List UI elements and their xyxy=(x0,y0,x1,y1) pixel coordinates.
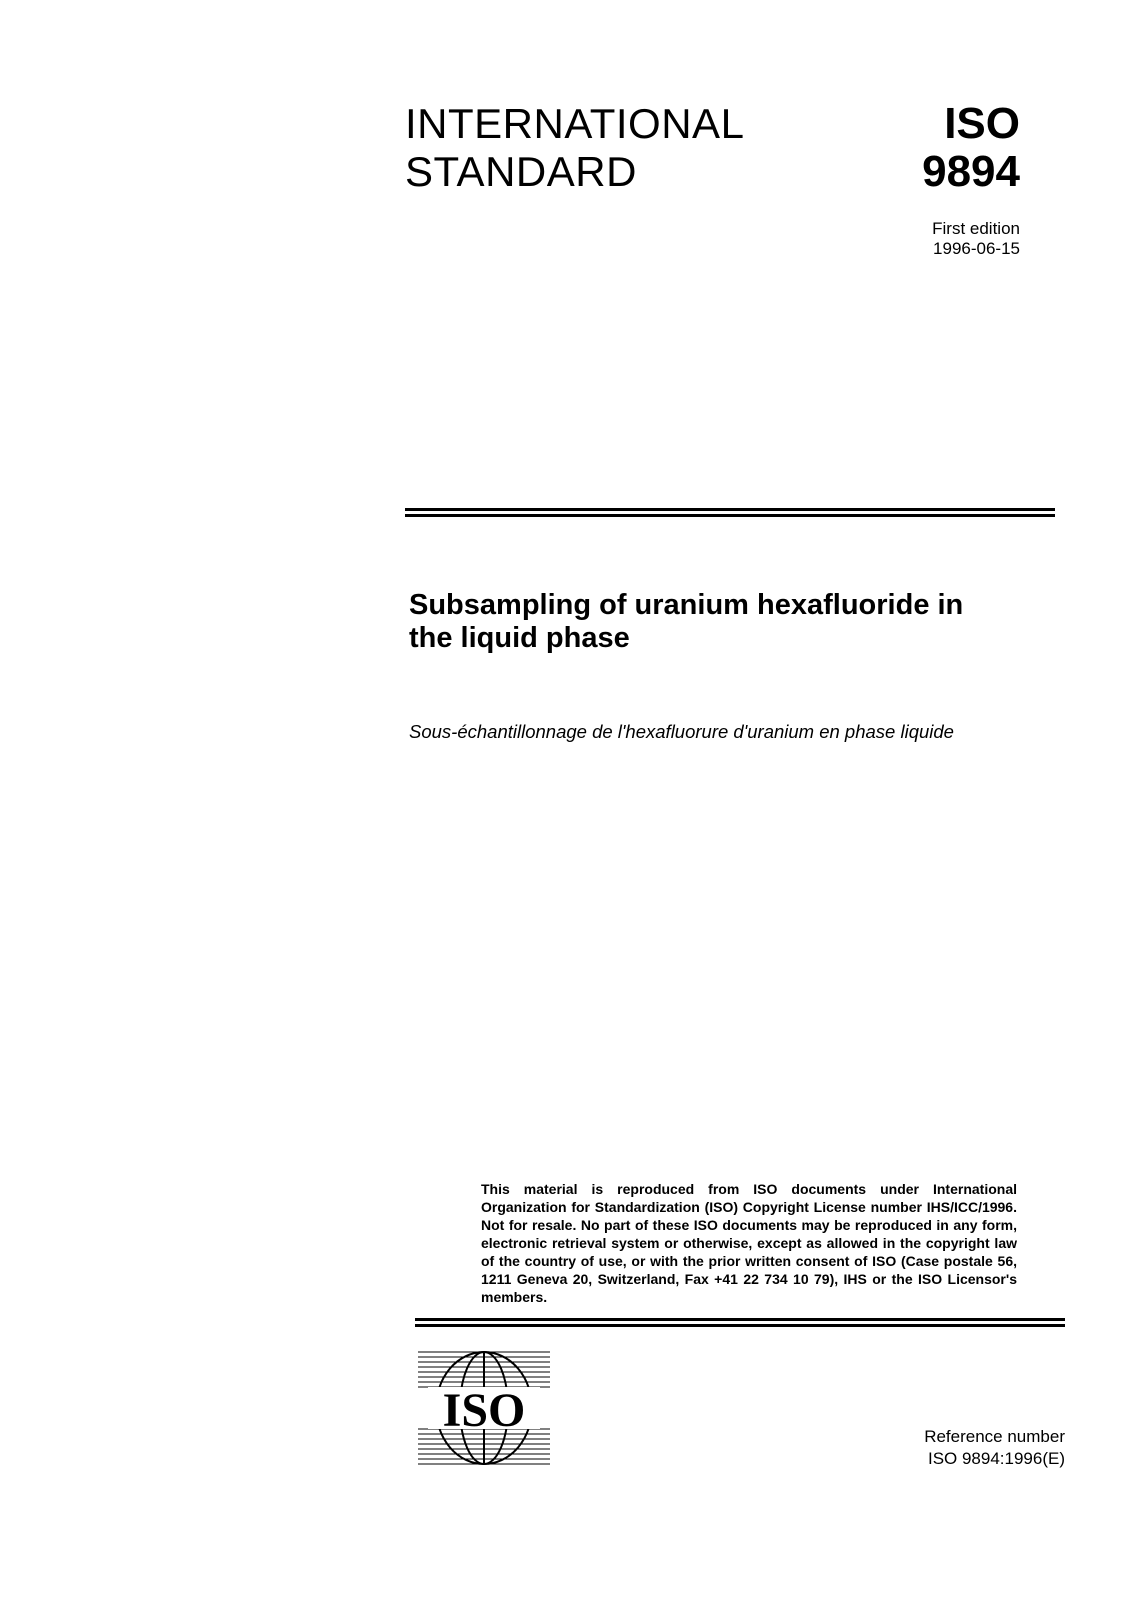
document-title xyxy=(409,589,1049,655)
document-type-line2: STANDARD xyxy=(405,148,637,195)
reference-block xyxy=(924,1426,1065,1470)
edition-label: First edition xyxy=(932,219,1020,238)
title-line2: the liquid phase xyxy=(409,622,630,654)
title-line1: Subsampling of uranium hexafluoride in xyxy=(409,589,964,621)
reference-number: ISO 9894:1996(E) xyxy=(927,1449,1065,1468)
iso-label: ISO xyxy=(944,99,1020,148)
reference-label: Reference number xyxy=(924,1427,1065,1446)
french-title: Sous-échantillonnage de l'hexafluorure d'uranium en phase liquide xyxy=(409,721,954,742)
iso-globe-logo xyxy=(418,1349,550,1467)
standard-code xyxy=(922,100,1020,196)
top-divider xyxy=(405,508,1055,517)
copyright-notice: This material is reproduced from ISO documents under International Organization for Standardization (ISO) Copyright License number IHS/ICC/1996. Not for resale. No part of these ISO documents may be reproduced in any form, electronic retrieval system or otherwise, except as allowed in the copyright law of the country of use, or with the prior written consent of ISO (Case postale 56, 1211 Geneva 20, Switzerland, Fax +41 22 734 10 79), IHS or the ISO Licensor's members. xyxy=(481,1181,1017,1305)
document-type-line1: INTERNATIONAL xyxy=(405,100,745,147)
edition-date: 1996-06-15 xyxy=(933,239,1020,258)
iso-logo-graphic xyxy=(418,1349,550,1467)
standard-number: 9894 xyxy=(922,147,1020,196)
edition-info xyxy=(932,219,1020,259)
bottom-divider xyxy=(415,1318,1065,1327)
document-type xyxy=(405,100,744,196)
iso-logo-text: ISO xyxy=(442,1384,526,1437)
